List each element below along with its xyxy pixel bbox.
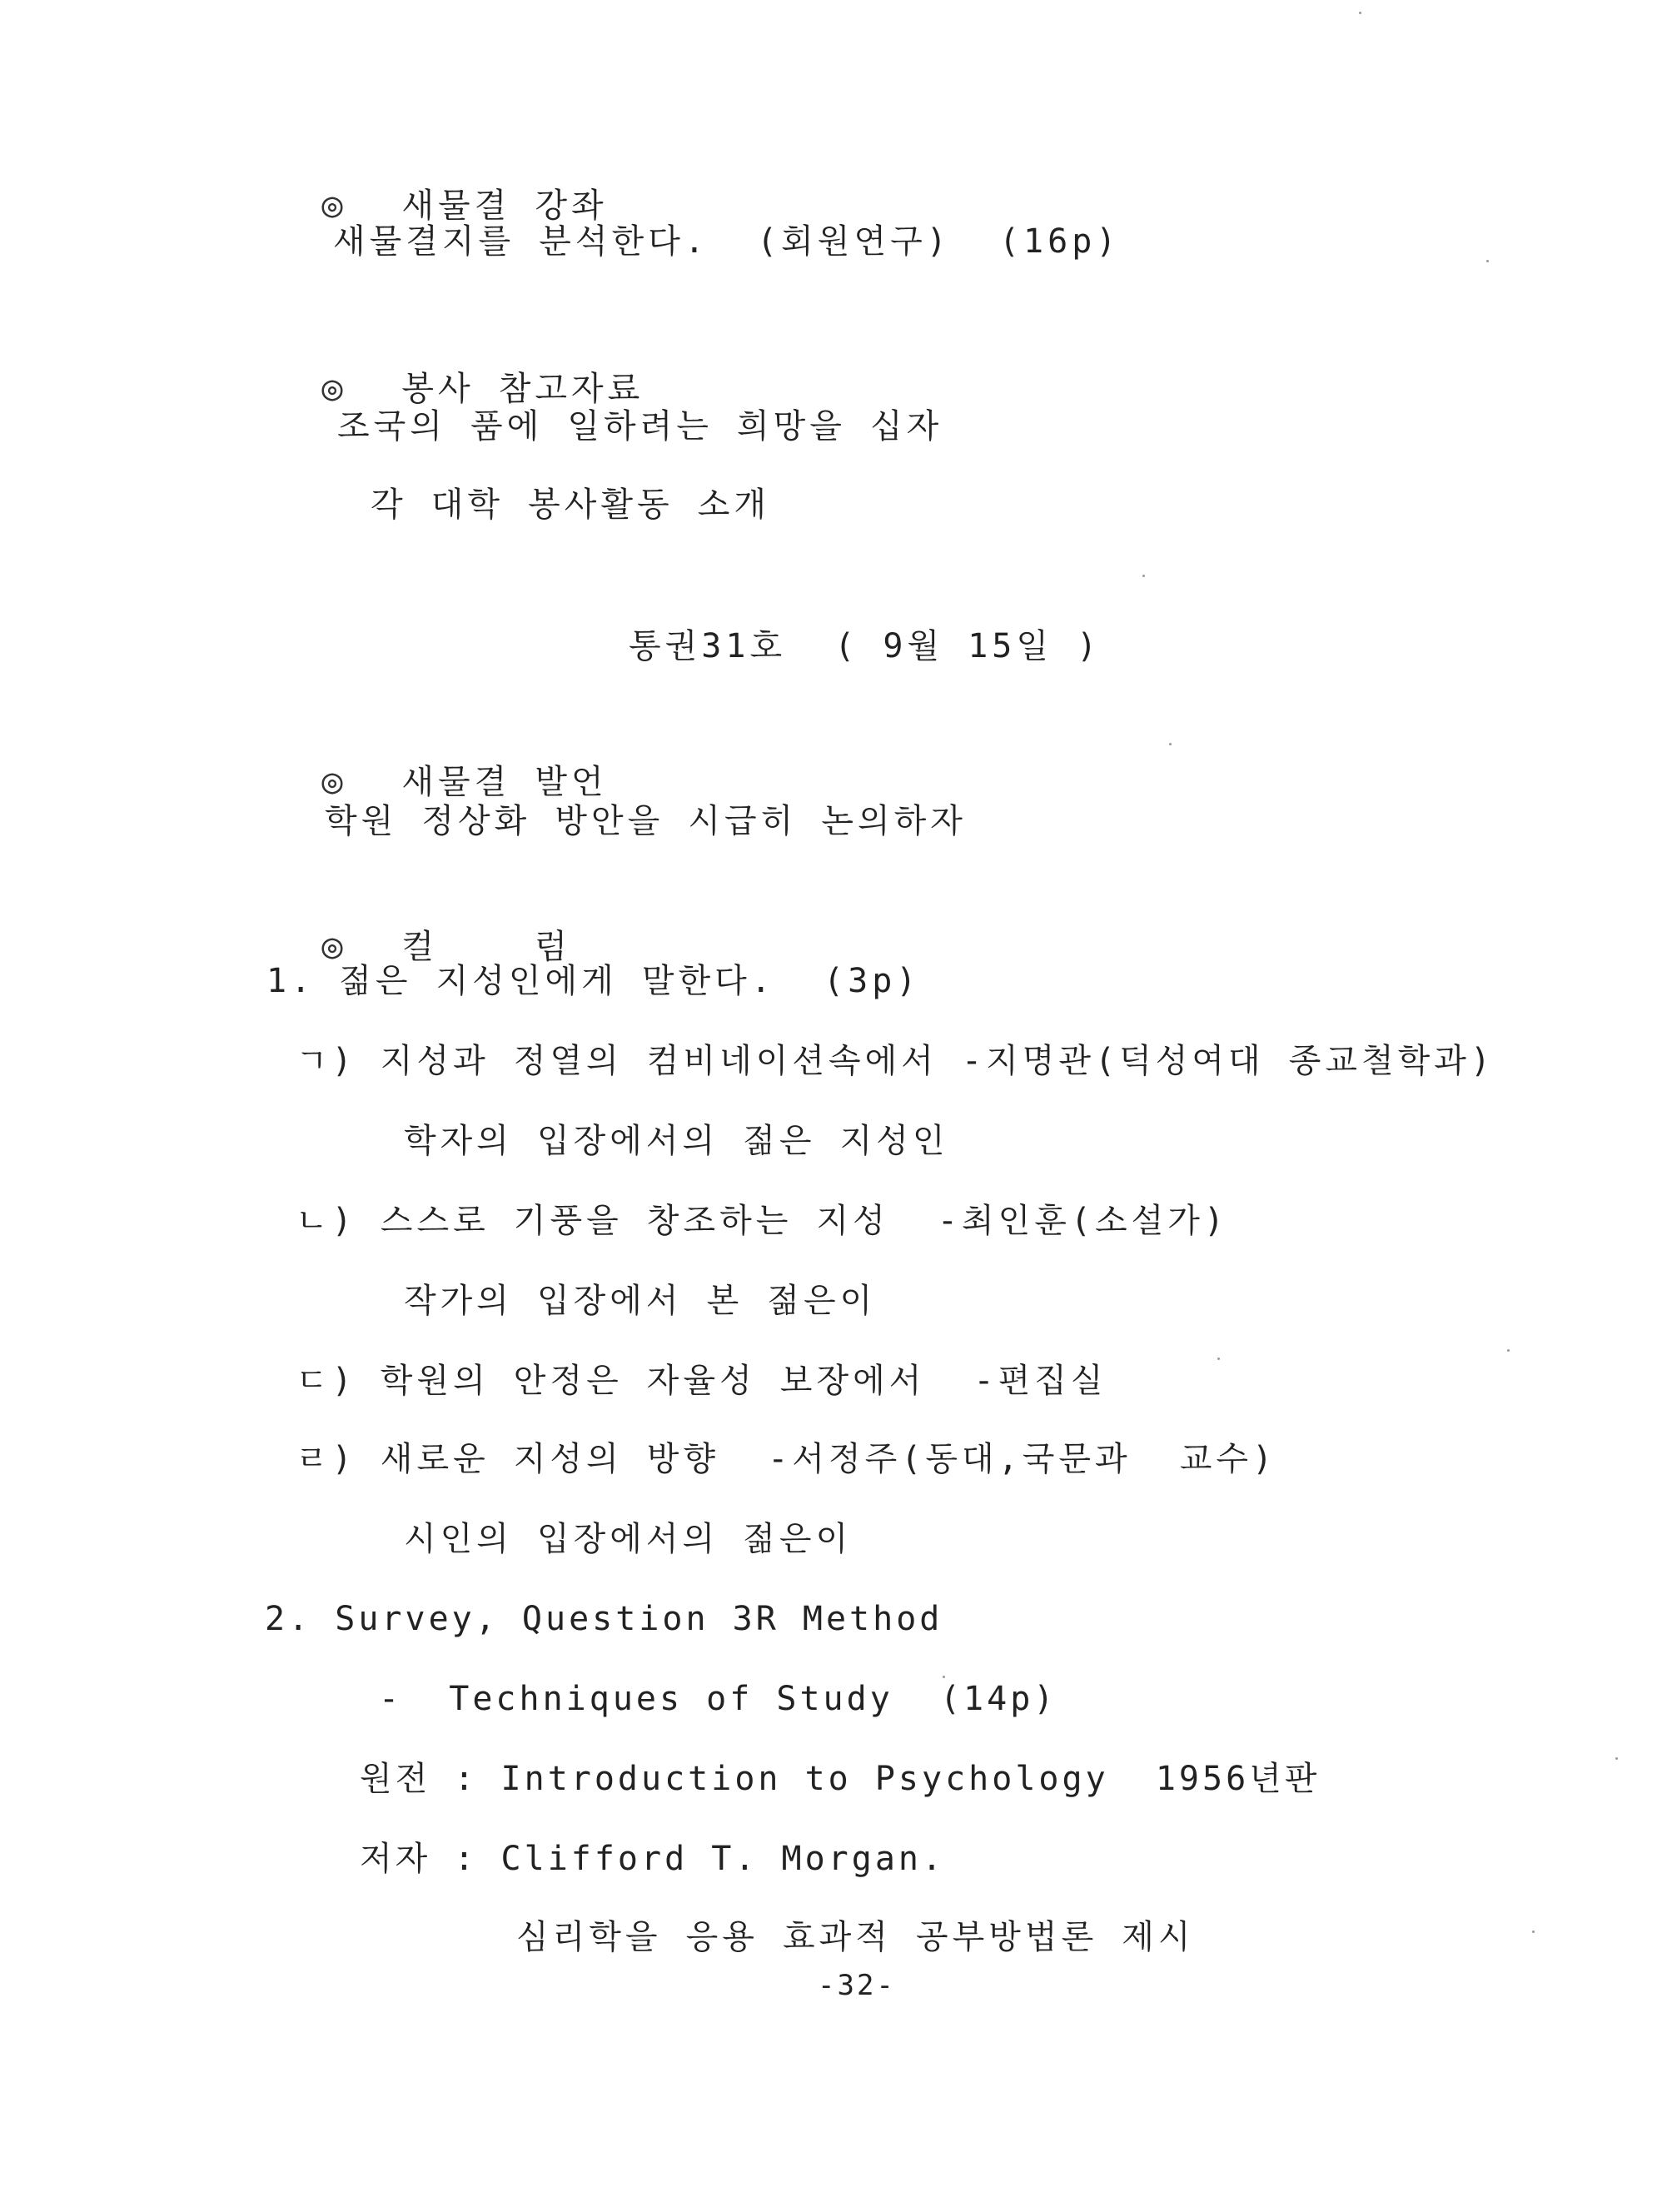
page-number: -32- xyxy=(818,1969,896,2002)
scan-speck xyxy=(1615,1757,1618,1760)
scan-speck xyxy=(1217,1358,1220,1360)
section-line: 각 대학 봉사활동 소개 xyxy=(371,486,771,524)
double-circle-bullet-icon: ◎ xyxy=(321,925,343,966)
scan-speck xyxy=(1486,260,1489,262)
scan-speck xyxy=(1169,743,1172,745)
list-item: 작가의 입장에서 본 젊은이 xyxy=(404,1282,877,1320)
issue-heading: 통권31호 ( 9월 15일 ) xyxy=(629,627,1102,665)
section-heading-text: 컬 럼 xyxy=(401,928,571,966)
section-heading-text: 새물결 강좌 xyxy=(401,187,608,225)
list-item: 1. 젊은 지성인에게 말한다. (3p) xyxy=(266,962,921,1000)
list-item: ㄷ) 학원의 안정은 자율성 보장에서 -편집실 xyxy=(296,1362,1107,1400)
section-line: 조국의 품에 일하려는 희망을 십자 xyxy=(337,407,943,446)
list-item: 2. Survey, Question 3R Method xyxy=(265,1600,943,1638)
list-item: 학자의 입장에서의 젊은 지성인 xyxy=(404,1122,949,1160)
section-heading-text: 새물결 발언 xyxy=(401,763,608,801)
scan-speck xyxy=(1359,12,1361,14)
list-item: 시인의 입장에서의 젊은이 xyxy=(404,1520,853,1558)
list-item: - Techniques of Study (14p) xyxy=(379,1680,1057,1718)
scan-speck xyxy=(1142,575,1145,577)
section-line: 새물결지를 분석한다. (회원연구) (16p) xyxy=(333,222,1121,261)
scan-speck xyxy=(1507,1349,1510,1352)
list-item: ㄹ) 새로운 지성의 방향 -서정주(동대,국문과 교수) xyxy=(296,1440,1277,1478)
double-circle-bullet-icon: ◎ xyxy=(321,184,343,225)
list-item: ㄴ) 스스로 기풍을 창조하는 지성 -최인훈(소설가) xyxy=(296,1202,1228,1240)
list-item: 원전 : Introduction to Psychology 1956년판 xyxy=(360,1760,1321,1798)
section-heading-text: 봉사 참고자료 xyxy=(401,370,644,408)
list-item: 저자 : Clifford T. Morgan. xyxy=(360,1840,946,1878)
list-item: ㄱ) 지성과 정열의 컴비네이션속에서 -지명관(덕성여대 종교철학과) xyxy=(296,1042,1495,1080)
list-item: 심리학을 응용 효과적 공부방법론 제시 xyxy=(516,1918,1195,1956)
scan-speck xyxy=(943,1676,945,1678)
scan-speck xyxy=(1532,1931,1535,1933)
section-line: 학원 정상화 방안을 시급히 논의하자 xyxy=(325,802,967,840)
double-circle-bullet-icon: ◎ xyxy=(321,367,343,408)
double-circle-bullet-icon: ◎ xyxy=(321,760,343,801)
